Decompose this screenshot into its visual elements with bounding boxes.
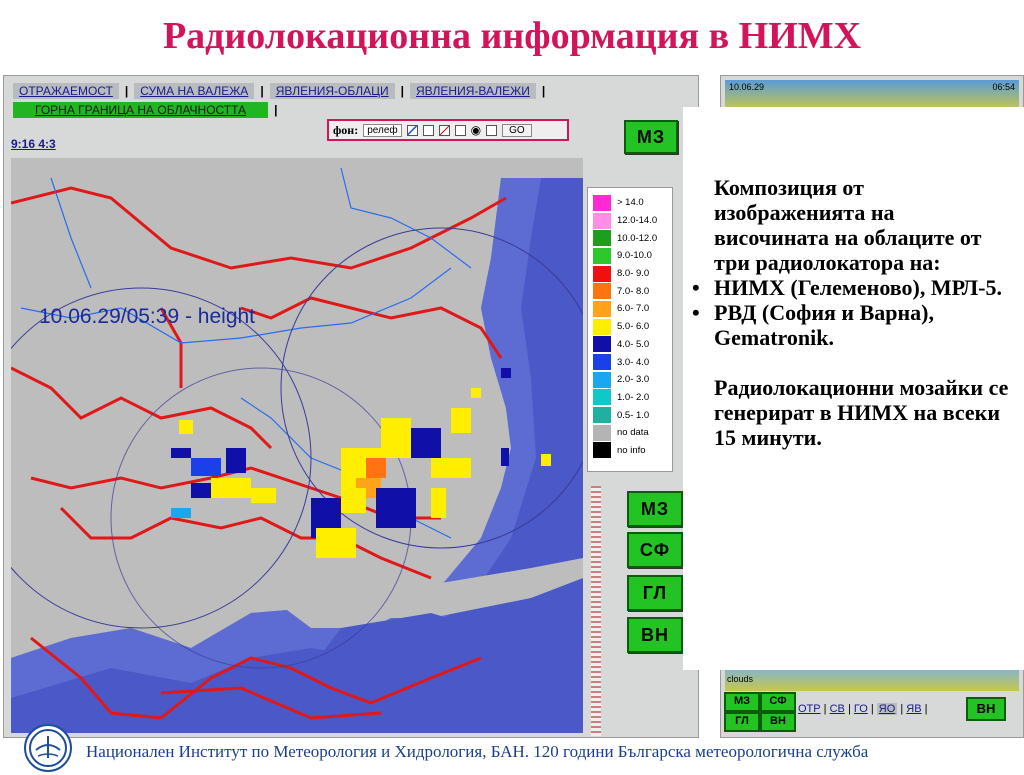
legend-swatch — [593, 319, 611, 335]
legend-swatch — [593, 354, 611, 370]
radar-screen — [3, 75, 699, 738]
radar-map — [11, 158, 583, 733]
legend-label: 0.5- 1.0 — [617, 409, 650, 421]
legend-label: 6.0- 7.0 — [617, 303, 650, 315]
radar-tabs-row2: ГОРНА ГРАНИЦА НА ОБЛАЧНОСТТА | — [13, 103, 283, 117]
checkbox-1[interactable] — [423, 125, 434, 136]
legend-row — [588, 212, 672, 230]
station-button-mz[interactable]: МЗ — [627, 491, 683, 527]
tab-cloud-top[interactable]: ГОРНА ГРАНИЦА НА ОБЛАЧНОСТТА — [13, 102, 268, 118]
legend-label: 8.0- 9.0 — [617, 268, 650, 280]
legend-swatch — [593, 195, 611, 211]
legend-label: 3.0- 4.0 — [617, 356, 650, 368]
legend-swatch — [593, 266, 611, 282]
legend-swatch — [593, 301, 611, 317]
legend-swatch — [593, 213, 611, 229]
side-nav-go[interactable]: ГО — [853, 703, 868, 715]
legend-label: 12.0-14.0 — [617, 215, 658, 227]
legend-label: 5.0- 6.0 — [617, 321, 650, 333]
mini-button-sf[interactable]: СФ — [760, 692, 796, 712]
popup-closing: Радиолокационни мозайки се генерират в НИМХ на всеки 15 минути. — [714, 375, 1009, 450]
pencil-checkbox[interactable] — [407, 125, 418, 136]
tab-precip-sum[interactable]: СУМА НА ВАЛЕЖА — [134, 83, 254, 99]
tab-phenomena-clouds[interactable]: ЯВЛЕНИЯ-ОБЛАЦИ — [270, 83, 395, 99]
legend-row — [588, 406, 672, 424]
side-map-time: 06:54 — [992, 82, 1015, 92]
station-button-sf[interactable]: СФ — [627, 532, 683, 568]
radar-tabs-row1: ОТРАЖАЕМОСТ | СУМА НА ВАЛЕЖА | ЯВЛЕНИЯ-ОБЛАЦИ | ЯВЛЕНИЯ-ВАЛЕЖИ | — [13, 84, 551, 98]
side-nav-sv[interactable]: СВ — [829, 703, 845, 715]
popup-bullet-2: • РВД (София и Варна), Gematronik. — [714, 300, 1014, 350]
legend-label: > 14.0 — [617, 197, 644, 209]
popup-text — [714, 175, 1014, 450]
mini-button-mz[interactable]: МЗ — [724, 692, 760, 712]
side-nav: ОТР | СВ | ГО | ЯО | ЯВ | — [798, 703, 928, 715]
legend-row — [588, 229, 672, 247]
legend-label: 10.0-12.0 — [617, 232, 658, 244]
time-links — [11, 137, 56, 151]
legend-row — [588, 336, 672, 354]
legend-row — [588, 442, 672, 460]
station-button-vn[interactable]: ВН — [627, 617, 683, 653]
side-map-date: 10.06.29 — [729, 82, 765, 92]
legend-label: 2.0- 3.0 — [617, 374, 650, 386]
popup-intro: Композиция от изображенията на височината на облаците от три радиолокатора на: — [714, 175, 982, 275]
legend-swatch — [593, 372, 611, 388]
slash-checkbox[interactable] — [439, 125, 450, 136]
legend-row — [588, 318, 672, 336]
legend-swatch — [593, 389, 611, 405]
legend-row — [588, 282, 672, 300]
go-button[interactable]: GO — [502, 124, 532, 137]
background-select[interactable]: релеф — [363, 124, 401, 137]
mini-button-gl[interactable]: ГЛ — [724, 712, 760, 732]
legend-label: 7.0- 8.0 — [617, 285, 650, 297]
legend-row — [588, 300, 672, 318]
legend-swatch — [593, 230, 611, 246]
mini-button-vn[interactable]: ВН — [760, 712, 796, 732]
radio-selected-icon[interactable]: ◉ — [470, 123, 482, 137]
legend-row — [588, 371, 672, 389]
legend-row — [588, 353, 672, 371]
legend-row — [588, 389, 672, 407]
station-top-button[interactable]: МЗ — [624, 120, 678, 154]
legend-label: 4.0- 5.0 — [617, 338, 650, 350]
legend-swatch — [593, 425, 611, 441]
popup-bullets — [714, 275, 1014, 350]
checkbox-3[interactable] — [486, 125, 497, 136]
background-controls — [327, 119, 569, 141]
legend-row — [588, 247, 672, 265]
time-link-1[interactable]: 9:16 — [11, 137, 36, 151]
checkbox-2[interactable] — [455, 125, 466, 136]
side-button-vn[interactable]: ВН — [966, 697, 1006, 721]
slide-title: Радиолокационна информация в НИМХ — [162, 15, 862, 57]
legend-swatch — [593, 442, 611, 458]
legend-swatch — [593, 407, 611, 423]
legend-swatch — [593, 336, 611, 352]
popup-bullet-1: • НИМХ (Гелеменово), МРЛ-5. — [714, 275, 1014, 300]
legend-swatch — [593, 248, 611, 264]
nimh-logo-icon — [24, 724, 72, 772]
legend — [587, 187, 673, 472]
legend-swatch — [593, 283, 611, 299]
film-strip — [591, 486, 601, 736]
side-nav-otr[interactable]: ОТР — [798, 703, 821, 715]
slide-footer — [0, 736, 1024, 768]
station-button-gl[interactable]: ГЛ — [627, 575, 683, 611]
side-map-clouds-label: clouds — [727, 674, 754, 684]
legend-row — [588, 265, 672, 283]
side-nav-yav[interactable]: ЯВ — [906, 703, 922, 715]
legend-label: 1.0- 2.0 — [617, 391, 650, 403]
footer-text: Национален Институт по Метеорология и Хидрология, БАН. 120 години Българска метеорологична служба — [86, 742, 869, 761]
legend-label: no info — [617, 444, 646, 456]
side-nav-yao[interactable]: ЯО — [878, 703, 896, 715]
legend-label: no data — [617, 427, 649, 439]
tab-reflectivity[interactable]: ОТРАЖАЕМОСТ — [13, 83, 119, 99]
background-label: фон: — [333, 122, 359, 137]
legend-label: 9.0-10.0 — [617, 250, 652, 262]
map-overlay-label: 10.06.29/05:39 - height — [39, 305, 256, 328]
legend-row — [588, 194, 672, 212]
time-link-2[interactable]: 4:3 — [38, 137, 56, 151]
tab-phenomena-precip[interactable]: ЯВЛЕНИЯ-ВАЛЕЖИ — [410, 83, 536, 99]
legend-row — [588, 424, 672, 442]
side-map-top — [725, 80, 1019, 110]
